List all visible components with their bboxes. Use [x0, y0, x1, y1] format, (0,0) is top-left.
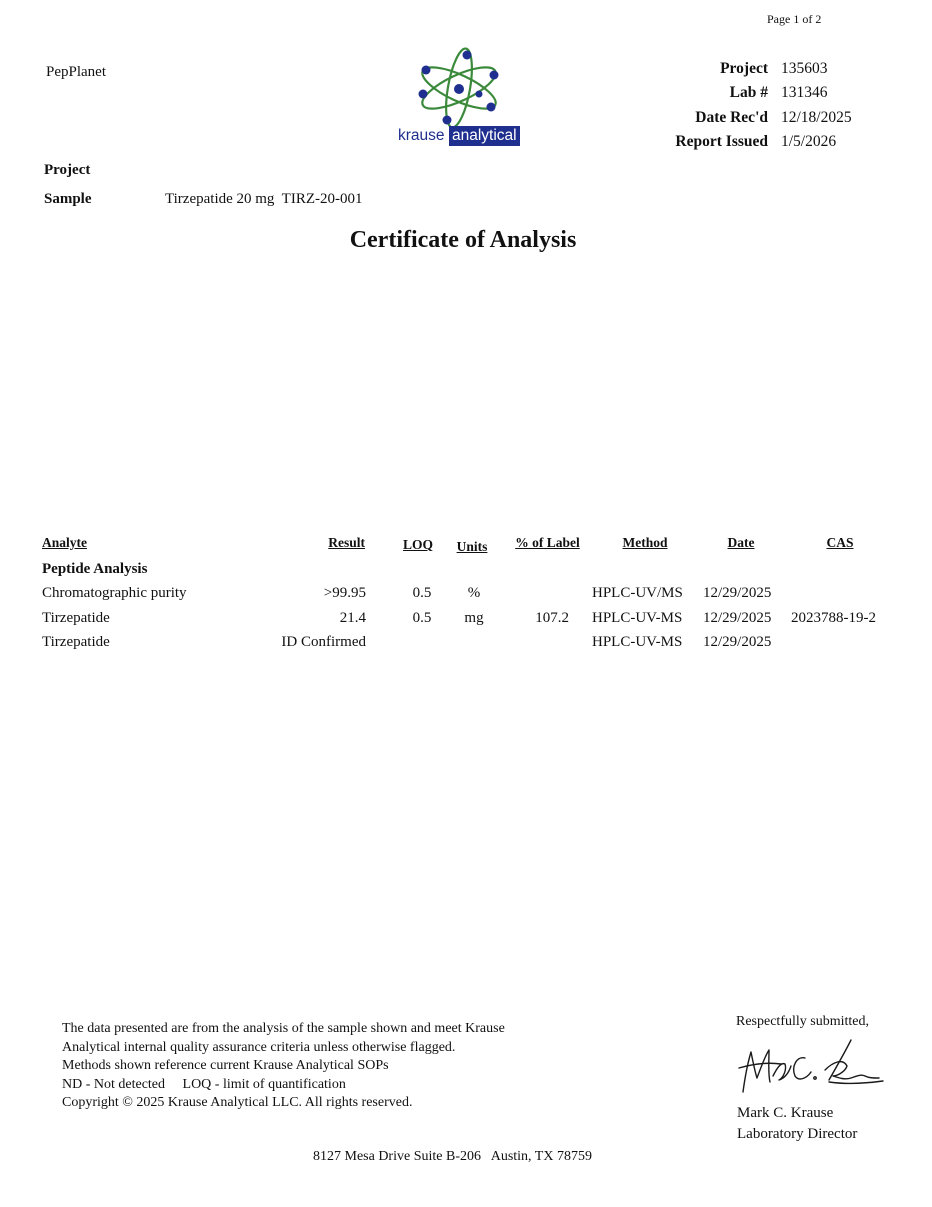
krause-analytical-logo: [395, 46, 535, 152]
row1-analyte: Chromatographic purity: [42, 585, 187, 601]
date-received-label: Date Rec'd: [695, 109, 768, 126]
row1-date: 12/29/2025: [703, 585, 772, 601]
page-title: Certificate of Analysis: [349, 227, 577, 253]
project-heading: Project: [44, 162, 91, 178]
row3-method: HPLC-UV-MS: [592, 634, 683, 650]
row3-analyte: Tirzepatide: [42, 634, 110, 650]
row2-cas: 2023788-19-2: [791, 610, 876, 626]
footer-line: Analytical internal quality assurance criteria unless otherwise flagged.: [62, 1039, 456, 1055]
signer-name: Mark C. Krause: [737, 1105, 834, 1121]
header-loq: LOQ: [402, 537, 433, 552]
header-date: Date: [727, 535, 755, 550]
lab-number-value: 131346: [781, 84, 828, 101]
header-units: Units: [456, 539, 488, 554]
footer-line: ND - Not detected LOQ - limit of quantification: [62, 1076, 346, 1092]
row2-pct-label: 107.2: [535, 610, 569, 626]
signature-icon: [733, 1032, 888, 1098]
report-issued-label: Report Issued: [675, 133, 768, 150]
header-analyte: Analyte: [42, 535, 87, 550]
header-result: Result: [328, 535, 365, 550]
date-received-value: 12/18/2025: [781, 109, 852, 126]
logo-word-krause: krause: [398, 127, 445, 144]
signer-title: Laboratory Director: [737, 1126, 858, 1142]
header-cas: CAS: [826, 535, 854, 550]
page-indicator: Page 1 of 2: [767, 12, 822, 26]
row1-loq: 0.5: [412, 585, 432, 601]
sample-label: Sample: [44, 191, 92, 207]
client-name: PepPlanet: [46, 64, 106, 80]
row3-date: 12/29/2025: [703, 634, 772, 650]
row2-result: 21.4: [339, 610, 366, 626]
row3-result: ID Confirmed: [281, 634, 366, 650]
row2-method: HPLC-UV-MS: [592, 610, 683, 626]
footer-line: The data presented are from the analysis of the sample shown and meet Krause: [62, 1021, 505, 1036]
footer-line: Copyright © 2025 Krause Analytical LLC. All rights reserved.: [62, 1095, 413, 1110]
logo-word-analytical: analytical: [449, 126, 520, 146]
project-value: 135603: [781, 60, 828, 77]
row2-date: 12/29/2025: [703, 610, 772, 626]
report-issued-value: 1/5/2026: [781, 133, 837, 150]
header-method: Method: [622, 535, 668, 550]
header-pct-label: % of Label: [515, 535, 580, 550]
row2-units: mg: [464, 610, 484, 626]
footer-line: Methods shown reference current Krause Analytical SOPs: [62, 1058, 389, 1073]
row1-method: HPLC-UV/MS: [592, 585, 683, 601]
row1-result: >99.95: [323, 585, 366, 601]
lab-number-label: Lab #: [729, 84, 768, 101]
row2-loq: 0.5: [412, 610, 432, 626]
footer-disclaimer: [62, 1020, 505, 1113]
company-address: 8127 Mesa Drive Suite B-206 Austin, TX 78759: [313, 1149, 592, 1164]
sample-value: Tirzepatide 20 mg TIRZ-20-001: [165, 191, 363, 207]
project-label: Project: [720, 60, 768, 77]
row1-units: %: [467, 585, 481, 601]
row2-analyte: Tirzepatide: [42, 610, 110, 626]
submitted-text: Respectfully submitted,: [736, 1014, 869, 1029]
section-heading: Peptide Analysis: [42, 561, 148, 577]
